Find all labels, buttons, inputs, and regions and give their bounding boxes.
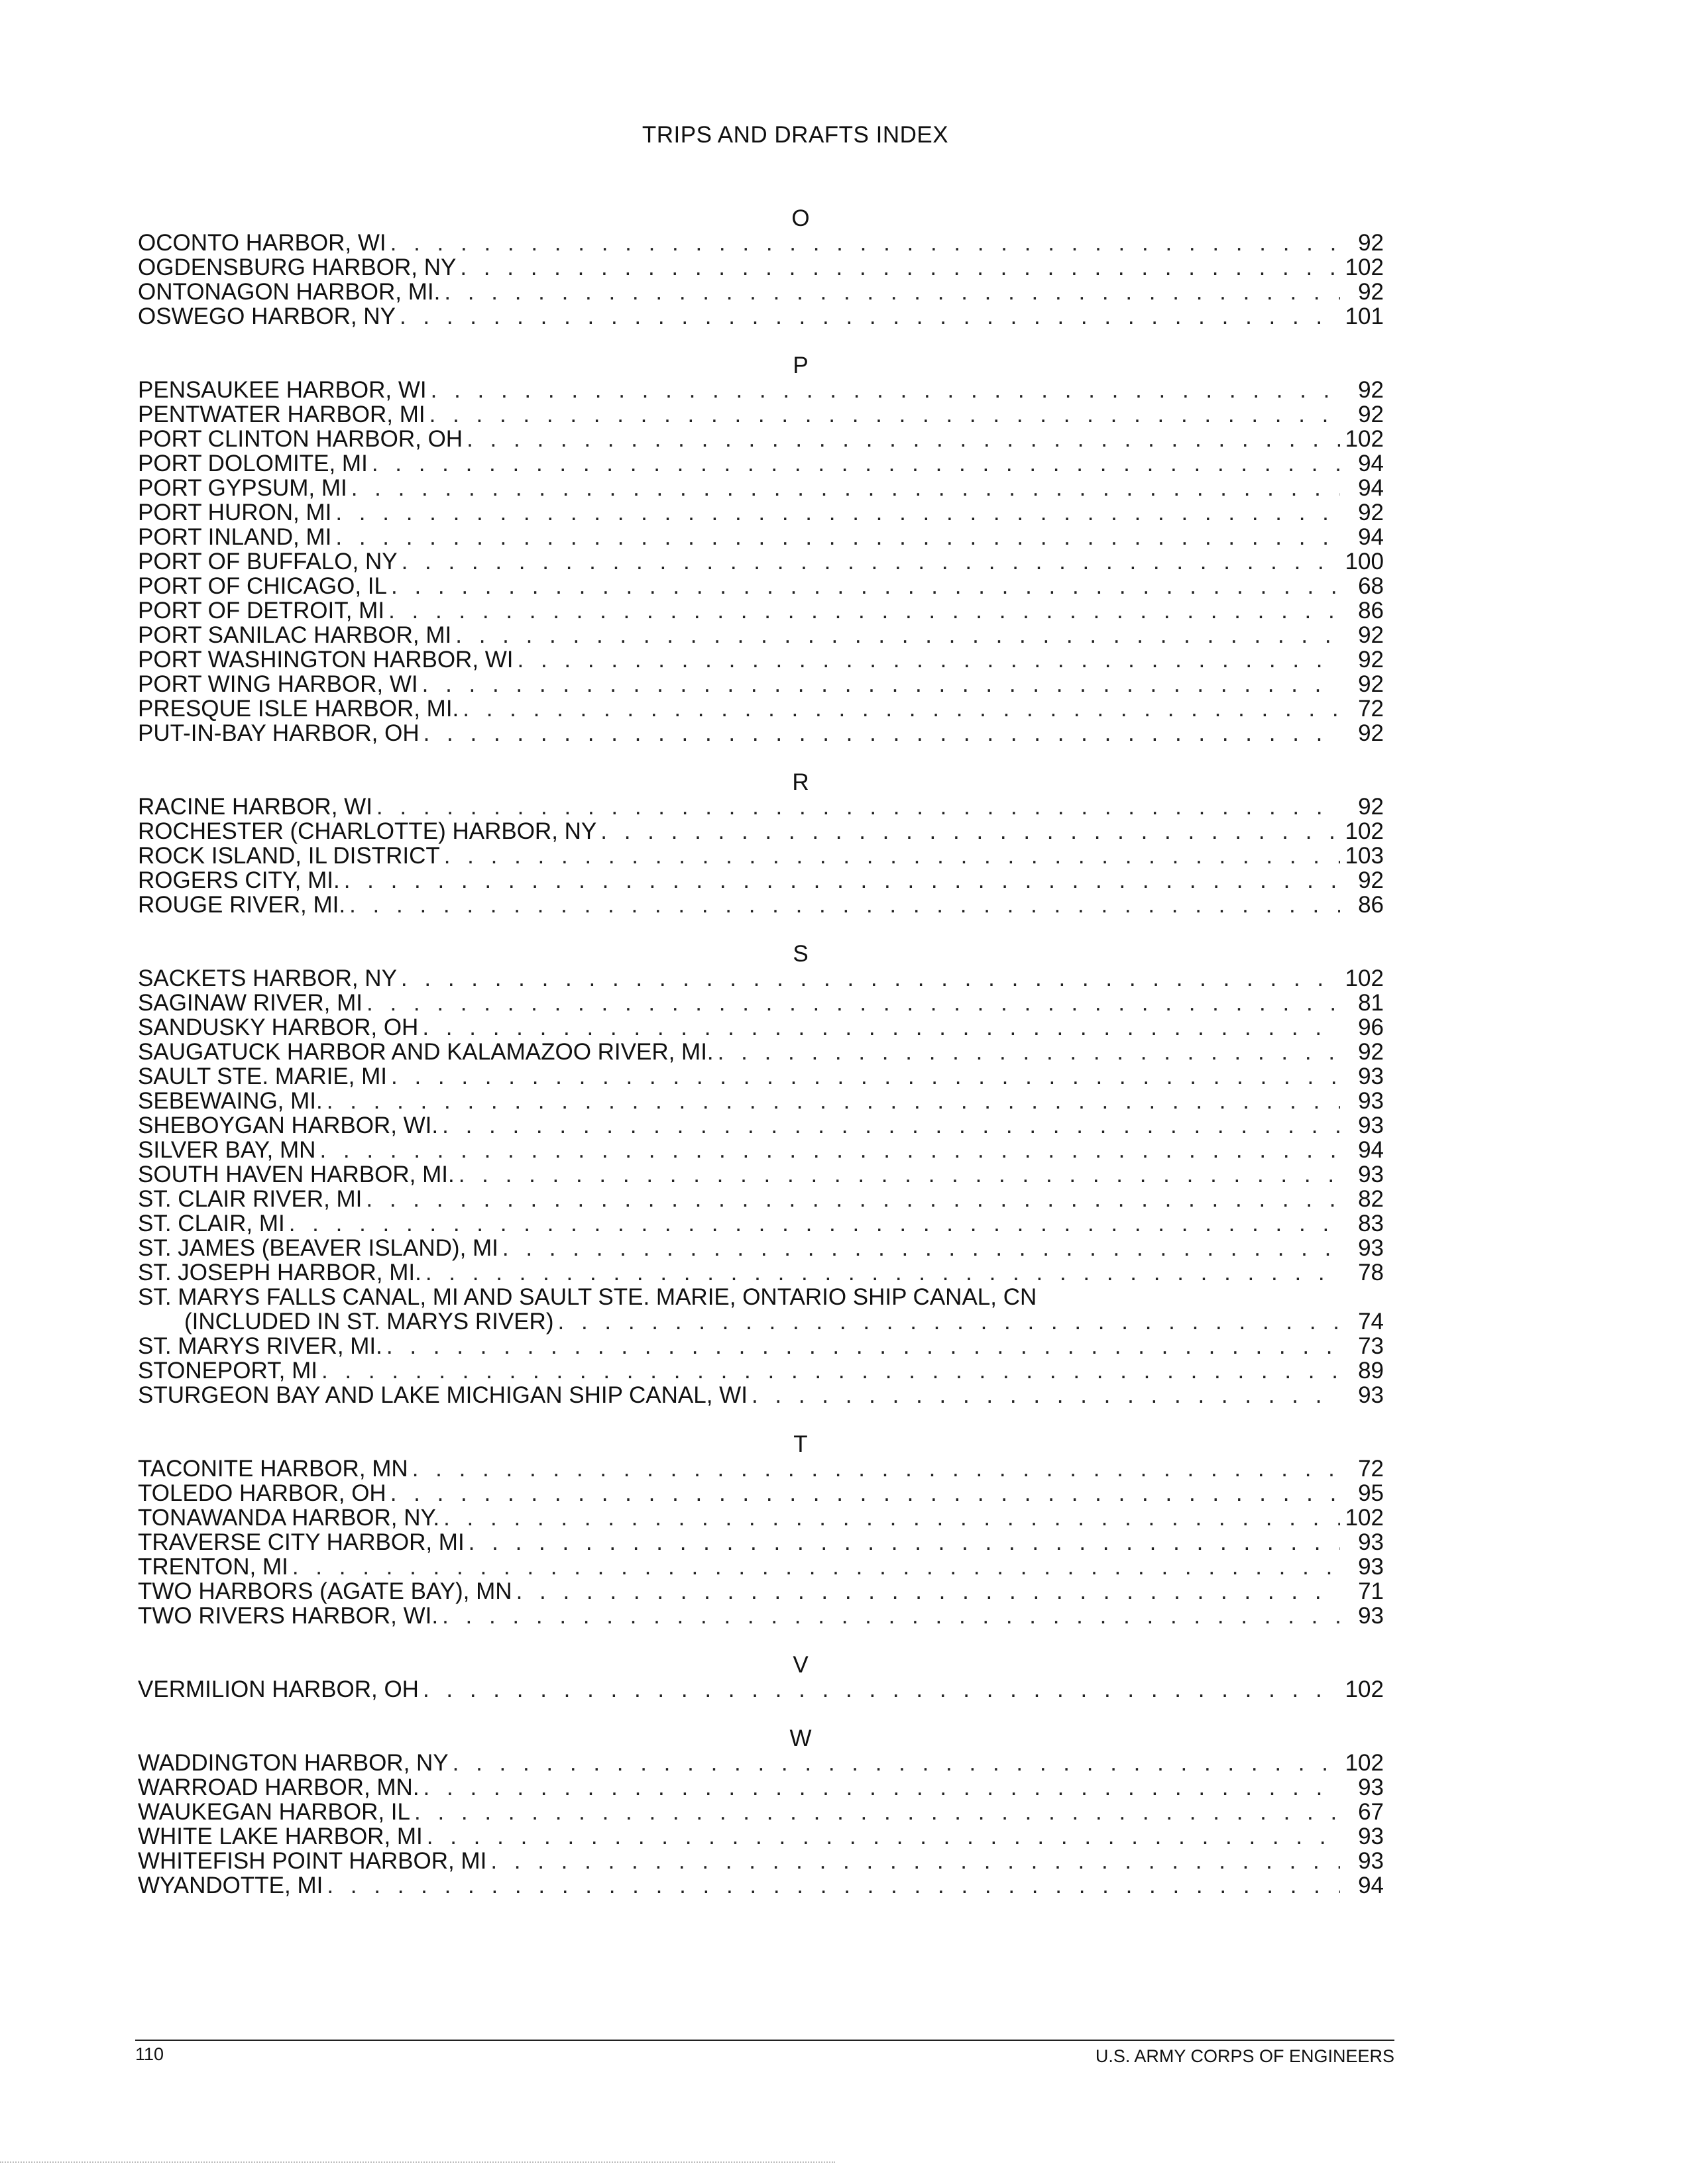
- index-entry: [138, 1873, 1384, 1898]
- entry-page: 93: [1358, 1529, 1384, 1555]
- entry-page: 101: [1345, 303, 1384, 329]
- dot-leader: [319, 1138, 1340, 1162]
- dot-leader: [400, 304, 1340, 329]
- entry-name: WHITE LAKE HARBOR, MI: [138, 1824, 423, 1849]
- entry-name: SILVER BAY, MN: [138, 1137, 316, 1163]
- index-entry: [138, 1383, 1384, 1407]
- entry-page: 92: [1358, 279, 1384, 305]
- index-entry: [138, 378, 1384, 402]
- entry-name: SHEBOYGAN HARBOR, WI.: [138, 1113, 439, 1138]
- entry-page: 93: [1358, 1603, 1384, 1629]
- dot-leader: [292, 1555, 1340, 1579]
- section-letter: O: [791, 205, 810, 231]
- entry-name: PORT WING HARBOR, WI: [138, 671, 418, 697]
- entry-name: PORT WASHINGTON HARBOR, WI: [138, 647, 514, 673]
- entry-page: 92: [1358, 1039, 1384, 1065]
- dot-leader: [401, 966, 1340, 991]
- index-entry: [138, 1481, 1384, 1505]
- entry-page: 93: [1358, 1824, 1384, 1849]
- entry-page: 93: [1358, 1382, 1384, 1408]
- index-entry: [138, 1505, 1384, 1530]
- entry-name: WAUKEGAN HARBOR, IL: [138, 1799, 410, 1825]
- entry-page: 68: [1358, 573, 1384, 599]
- index-entry: [138, 1260, 1384, 1285]
- entry-name: STONEPORT, MI: [138, 1358, 317, 1384]
- entry-page: 92: [1358, 647, 1384, 673]
- section-letter: R: [792, 769, 809, 795]
- entry-page: 74: [1358, 1309, 1384, 1335]
- dot-leader: [391, 1064, 1340, 1089]
- dot-leader: [366, 991, 1340, 1015]
- entry-page: 94: [1358, 1137, 1384, 1163]
- entry-page: 71: [1358, 1578, 1384, 1604]
- dot-leader: [390, 1481, 1340, 1505]
- entry-name: TRENTON, MI: [138, 1554, 288, 1580]
- entry-name: SOUTH HAVEN HARBOR, MI.: [138, 1162, 455, 1187]
- page-title: TRIPS AND DRAFTS INDEX: [642, 122, 949, 148]
- entry-name: PENSAUKEE HARBOR, WI: [138, 377, 427, 403]
- section-letter: V: [793, 1652, 809, 1678]
- scan-edge-artifact: [0, 2161, 835, 2163]
- dot-leader: [376, 794, 1340, 819]
- dot-leader: [423, 721, 1340, 745]
- index-entry: [138, 1677, 1384, 1702]
- index-entry: [138, 427, 1384, 451]
- index-entry: [138, 574, 1384, 598]
- index-entry: [138, 500, 1384, 525]
- section-w: [138, 1727, 1384, 1898]
- entry-name: PORT SANILAC HARBOR, MI: [138, 622, 452, 648]
- entry-name: SACKETS HARBOR, NY: [138, 965, 397, 991]
- footer-organization: U.S. ARMY CORPS OF ENGINEERS: [1095, 2046, 1394, 2066]
- index-entry: [138, 868, 1384, 893]
- entry-name: TWO RIVERS HARBOR, WI.: [138, 1603, 439, 1629]
- page-number: 110: [135, 2044, 164, 2064]
- index-entry: [138, 1555, 1384, 1579]
- dot-leader: [402, 549, 1340, 574]
- index-entry: [138, 1579, 1384, 1604]
- entry-page: 102: [1345, 1505, 1384, 1531]
- entry-page: 94: [1358, 1873, 1384, 1898]
- index-entry: [138, 451, 1384, 476]
- index-entry: [138, 1089, 1384, 1113]
- entry-name: RACINE HARBOR, WI: [138, 794, 372, 820]
- entry-name: STURGEON BAY AND LAKE MICHIGAN SHIP CANAL, WI: [138, 1382, 748, 1408]
- entry-page: 96: [1358, 1014, 1384, 1040]
- entry-page: 95: [1358, 1480, 1384, 1506]
- index-entry: [138, 1775, 1384, 1800]
- index-entry: [138, 598, 1384, 623]
- entry-page: 93: [1358, 1088, 1384, 1114]
- entry-name: PUT-IN-BAY HARBOR, OH: [138, 720, 420, 746]
- index-entry: [138, 1334, 1384, 1358]
- index-entry: [138, 966, 1384, 991]
- index-entry: [138, 1162, 1384, 1187]
- entry-page: 81: [1358, 990, 1384, 1016]
- dot-leader: [335, 500, 1340, 525]
- entry-page: 73: [1358, 1333, 1384, 1359]
- entry-name: ONTONAGON HARBOR, MI.: [138, 279, 441, 305]
- entry-page: 93: [1358, 1064, 1384, 1089]
- dot-leader: [388, 598, 1340, 623]
- entry-name: ST. JAMES (BEAVER ISLAND), MI: [138, 1235, 498, 1261]
- dot-leader: [423, 1677, 1340, 1702]
- dot-leader: [443, 1505, 1340, 1530]
- index-entry: [138, 721, 1384, 745]
- dot-leader: [327, 1089, 1340, 1113]
- dot-leader: [351, 476, 1340, 500]
- index-entry: [138, 893, 1384, 917]
- entry-page: 94: [1358, 475, 1384, 501]
- entry-page: 102: [1345, 1676, 1384, 1702]
- footer-divider: [135, 2040, 1394, 2041]
- entry-page: 78: [1358, 1260, 1384, 1285]
- dot-leader: [431, 378, 1340, 402]
- entry-page: 93: [1358, 1235, 1384, 1261]
- dot-leader: [414, 1800, 1340, 1824]
- dot-leader: [442, 1113, 1340, 1138]
- index-entry: [138, 672, 1384, 696]
- dot-leader: [718, 1040, 1340, 1064]
- entry-page: 102: [1345, 426, 1384, 452]
- entry-page: 82: [1358, 1186, 1384, 1212]
- entry-page: 93: [1358, 1554, 1384, 1580]
- entry-name: OSWEGO HARBOR, NY: [138, 303, 396, 329]
- index-entry: [138, 231, 1384, 255]
- entry-name: PENTWATER HARBOR, MI: [138, 402, 425, 427]
- index-entry: [138, 623, 1384, 647]
- index-entry: [138, 844, 1384, 868]
- dot-leader: [386, 1334, 1340, 1358]
- entry-page: 93: [1358, 1774, 1384, 1800]
- entry-name: ROUGE RIVER, MI.: [138, 892, 346, 918]
- dot-leader: [502, 1236, 1340, 1260]
- entry-page: 93: [1358, 1848, 1384, 1874]
- dot-leader: [344, 868, 1340, 893]
- entry-page: 100: [1345, 549, 1384, 574]
- index-entry: [138, 255, 1384, 280]
- dot-leader: [453, 1751, 1340, 1775]
- index-entry: [138, 1604, 1384, 1628]
- index-entry: [138, 1849, 1384, 1873]
- dot-leader: [327, 1873, 1340, 1898]
- section-letter: S: [793, 941, 809, 967]
- index-entry: [138, 402, 1384, 427]
- dot-leader: [444, 280, 1340, 304]
- index-entry: [138, 1456, 1384, 1481]
- entry-page: 92: [1358, 671, 1384, 697]
- entry-name: TOLEDO HARBOR, OH: [138, 1480, 386, 1506]
- entry-name: SAGINAW RIVER, MI: [138, 990, 363, 1016]
- entry-name: WYANDOTTE, MI: [138, 1873, 323, 1898]
- entry-page: 86: [1358, 598, 1384, 624]
- entry-page: 86: [1358, 892, 1384, 918]
- index-entry: [138, 280, 1384, 304]
- entry-page: 92: [1358, 794, 1384, 820]
- entry-name: SAULT STE. MARIE, MI: [138, 1064, 387, 1089]
- index-entry: [138, 1309, 1384, 1334]
- entry-name: PORT GYPSUM, MI: [138, 475, 347, 501]
- entry-page: 67: [1358, 1799, 1384, 1825]
- dot-leader: [391, 574, 1340, 598]
- section-v: [138, 1653, 1384, 1702]
- entry-name: ST. CLAIR, MI: [138, 1211, 285, 1236]
- dot-leader: [422, 1015, 1340, 1040]
- index-entry: [138, 1138, 1384, 1162]
- section-letter: W: [789, 1725, 812, 1751]
- dot-leader: [372, 451, 1340, 476]
- section-p: [138, 354, 1384, 745]
- entry-name: OGDENSBURG HARBOR, NY: [138, 254, 457, 280]
- section-letter: T: [793, 1431, 808, 1457]
- dot-leader: [442, 1604, 1340, 1628]
- entry-name: WARROAD HARBOR, MN.: [138, 1774, 420, 1800]
- index-entry: [138, 647, 1384, 672]
- dot-leader: [412, 1456, 1340, 1481]
- dot-leader: [289, 1211, 1340, 1236]
- dot-leader: [455, 623, 1340, 647]
- entry-name: ST. MARYS RIVER, MI.: [138, 1333, 382, 1359]
- dot-leader: [752, 1383, 1340, 1407]
- entry-name: ROCHESTER (CHARLOTTE) HARBOR, NY: [138, 818, 597, 844]
- entry-page: 89: [1358, 1358, 1384, 1384]
- index-entry: [138, 304, 1384, 329]
- entry-page: 92: [1358, 867, 1384, 893]
- dot-leader: [469, 1530, 1340, 1555]
- section-s: [138, 942, 1384, 1407]
- index-entry: [138, 1113, 1384, 1138]
- index-entry: [138, 1064, 1384, 1089]
- entry-page: 83: [1358, 1211, 1384, 1236]
- dot-leader: [490, 1849, 1340, 1873]
- dot-leader: [335, 525, 1340, 549]
- entry-page: 93: [1358, 1113, 1384, 1138]
- index-entry: [138, 1236, 1384, 1260]
- index-entry: [138, 1358, 1384, 1383]
- entry-page: 92: [1358, 720, 1384, 746]
- dot-leader: [518, 647, 1340, 672]
- entry-name: WHITEFISH POINT HARBOR, MI: [138, 1848, 487, 1874]
- index-entry: [138, 819, 1384, 844]
- entry-name: PORT HURON, MI: [138, 500, 332, 525]
- index-body: [138, 207, 1384, 1923]
- dot-leader: [463, 696, 1340, 721]
- index-entry: [138, 696, 1384, 721]
- index-entry: [138, 1211, 1384, 1236]
- index-entry: [138, 1015, 1384, 1040]
- dot-leader: [467, 427, 1340, 451]
- dot-leader: [390, 231, 1340, 255]
- index-entry: [138, 476, 1384, 500]
- entry-name: PORT OF CHICAGO, IL: [138, 573, 387, 599]
- index-entry: [138, 1800, 1384, 1824]
- entry-name: (INCLUDED IN ST. MARYS RIVER): [184, 1309, 554, 1335]
- dot-leader: [429, 402, 1340, 427]
- entry-page: 103: [1345, 843, 1384, 869]
- entry-name: ROCK ISLAND, IL DISTRICT: [138, 843, 440, 869]
- entry-page: 102: [1345, 1750, 1384, 1776]
- dot-leader: [422, 672, 1340, 696]
- entry-name: TRAVERSE CITY HARBOR, MI: [138, 1529, 465, 1555]
- dot-leader: [425, 1260, 1340, 1285]
- index-entry: [138, 549, 1384, 574]
- dot-leader: [516, 1579, 1340, 1604]
- entry-page: 102: [1345, 818, 1384, 844]
- entry-page: 92: [1358, 500, 1384, 525]
- entry-name: TACONITE HARBOR, MN: [138, 1456, 408, 1482]
- dot-leader: [321, 1358, 1340, 1383]
- index-entry: [138, 1751, 1384, 1775]
- section-r: [138, 771, 1384, 917]
- dot-leader: [423, 1775, 1340, 1800]
- index-entry: [138, 794, 1384, 819]
- entry-name: PORT CLINTON HARBOR, OH: [138, 426, 463, 452]
- entry-page: 92: [1358, 622, 1384, 648]
- entry-name: PRESQUE ISLE HARBOR, MI.: [138, 696, 459, 722]
- index-entry: [138, 991, 1384, 1015]
- index-entry: [138, 1824, 1384, 1849]
- dot-leader: [366, 1187, 1340, 1211]
- entry-name: SANDUSKY HARBOR, OH: [138, 1014, 419, 1040]
- entry-page: 92: [1358, 402, 1384, 427]
- entry-name: TWO HARBORS (AGATE BAY), MN: [138, 1578, 512, 1604]
- entry-name: PORT DOLOMITE, MI: [138, 451, 368, 476]
- entry-name: SAUGATUCK HARBOR AND KALAMAZOO RIVER, MI.: [138, 1039, 714, 1065]
- entry-name: ROGERS CITY, MI.: [138, 867, 340, 893]
- entry-page: 102: [1345, 254, 1384, 280]
- entry-page: 92: [1358, 230, 1384, 256]
- entry-page: 94: [1358, 524, 1384, 550]
- entry-name: ST. CLAIR RIVER, MI: [138, 1186, 363, 1212]
- index-entry: [138, 1187, 1384, 1211]
- dot-leader: [349, 893, 1340, 917]
- entry-page: 102: [1345, 965, 1384, 991]
- entry-name: PORT OF DETROIT, MI: [138, 598, 385, 624]
- entry-name: VERMILION HARBOR, OH: [138, 1676, 419, 1702]
- entry-page: 93: [1358, 1162, 1384, 1187]
- dot-leader: [459, 1162, 1340, 1187]
- dot-leader: [558, 1309, 1341, 1334]
- section-t: [138, 1433, 1384, 1628]
- entry-name: ST. JOSEPH HARBOR, MI.: [138, 1260, 422, 1285]
- entry-name: PORT INLAND, MI: [138, 524, 332, 550]
- entry-page: 72: [1358, 696, 1384, 722]
- entry-name: SEBEWAING, MI.: [138, 1088, 323, 1114]
- index-entry-line1: ST. MARYS FALLS CANAL, MI AND SAULT STE. MARIE, ONTARIO SHIP CANAL, CN: [138, 1284, 1037, 1310]
- entry-page: 92: [1358, 377, 1384, 403]
- entry-page: 72: [1358, 1456, 1384, 1482]
- entry-name: OCONTO HARBOR, WI: [138, 230, 386, 256]
- dot-leader: [600, 819, 1340, 844]
- section-letter: P: [793, 353, 809, 378]
- entry-name: PORT OF BUFFALO, NY: [138, 549, 398, 574]
- dot-leader: [444, 844, 1340, 868]
- index-entry: [138, 1040, 1384, 1064]
- index-entry: [138, 1530, 1384, 1555]
- entry-name: TONAWANDA HARBOR, NY.: [138, 1505, 440, 1531]
- section-o: [138, 207, 1384, 329]
- index-entry: [138, 525, 1384, 549]
- entry-page: 94: [1358, 451, 1384, 476]
- dot-leader: [460, 255, 1340, 280]
- dot-leader: [427, 1824, 1340, 1849]
- entry-name: WADDINGTON HARBOR, NY: [138, 1750, 449, 1776]
